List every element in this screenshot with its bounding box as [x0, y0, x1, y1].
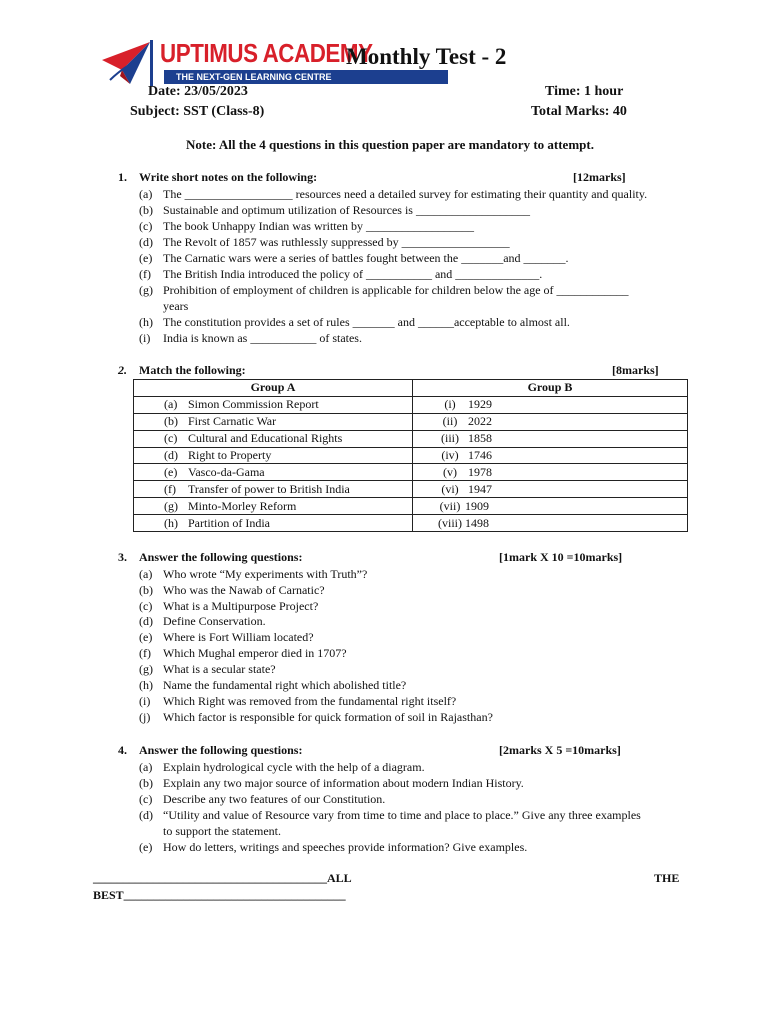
table-header-row — [134, 380, 688, 397]
table-row: (d) Right to Property (iv) 1746 — [134, 447, 688, 464]
list-item: (f) The British India introduced the policy of ___________ and ______________. — [139, 267, 543, 281]
q4-number: 4. — [118, 743, 127, 757]
q1-number: 1. — [118, 170, 127, 184]
list-item: (g) What is a secular state? — [139, 662, 276, 676]
table-row: (c) Cultural and Educational Rights (iii) 1858 — [134, 430, 688, 447]
paper-plane-logo-icon — [100, 40, 154, 86]
list-item: (e) Where is Fort William located? — [139, 630, 314, 644]
list-item: (j) Which factor is responsible for quick formation of soil in Rajasthan? — [139, 710, 493, 724]
list-item: (e) The Carnatic wars were a series of battles fought between the _______and _______. — [139, 251, 569, 265]
table-row: (f) Transfer of power to British India (vi) 1947 — [134, 481, 688, 498]
list-item: (i) India is known as ___________ of states. — [139, 331, 362, 345]
footer-line-left: _______________________________________ALL — [93, 871, 352, 885]
test-subject: Subject: SST (Class-8) — [130, 104, 265, 119]
footer-line-best: BEST_____________________________________ — [93, 888, 346, 902]
q4-title: Answer the following questions: — [139, 743, 303, 757]
q2-marks: [8marks] — [612, 363, 659, 377]
list-item: (c) Describe any two features of our Constitution. — [139, 792, 386, 806]
list-item: (b) Explain any two major source of information about modern Indian History. — [139, 776, 524, 790]
list-item: (i) Which Right was removed from the fundamental right itself? — [139, 694, 457, 708]
list-item: to support the statement. — [163, 824, 281, 838]
list-item: (d) The Revolt of 1857 was ruthlessly suppressed by __________________ — [139, 235, 510, 249]
list-item: (c) The book Unhappy Indian was written by __________________ — [139, 219, 474, 233]
list-item: (h) Name the fundamental right which abolished title? — [139, 678, 407, 692]
match-table — [133, 379, 688, 532]
total-marks: Total Marks: 40 — [531, 104, 627, 119]
list-item: (g) Prohibition of employment of children is applicable for children below the age of ____________ — [139, 283, 629, 297]
list-item: (a) The __________________ resources need a detailed survey for estimating their quantity and quality. — [139, 187, 648, 201]
test-title: Monthly Test - 2 — [346, 44, 507, 69]
list-item: (f) Which Mughal emperor died in 1707? — [139, 646, 347, 660]
footer-line-right: THE — [654, 871, 680, 885]
q4-marks: [2marks X 5 =10marks] — [499, 743, 621, 757]
q2-number: 2. — [118, 363, 127, 377]
academy-tagline: THE NEXT-GEN LEARNING CENTRE — [164, 70, 448, 84]
table-row: (a) Simon Commission Report (i) 1929 — [134, 396, 688, 413]
q1-title: Write short notes on the following: — [139, 170, 318, 184]
table-row: (e) Vasco-da-Gama (v) 1978 — [134, 464, 688, 481]
list-item: (d) Define Conservation. — [139, 614, 266, 628]
table-row: (g) Minto-Morley Reform (vii) 1909 — [134, 498, 688, 515]
column-header-group-b: Group B — [413, 380, 688, 397]
list-item: (b) Sustainable and optimum utilization of Resources is ___________________ — [139, 203, 530, 217]
column-header-group-a: Group A — [134, 380, 413, 397]
list-item: (h) The constitution provides a set of rules _______ and ______acceptable to almost all. — [139, 315, 570, 329]
q3-number: 3. — [118, 550, 127, 564]
q2-title: Match the following: — [139, 363, 246, 377]
list-item: (b) Who was the Nawab of Carnatic? — [139, 583, 325, 597]
list-item: (d) “Utility and value of Resource vary from time to time and place to place.” Give any three examples — [139, 808, 641, 822]
instruction-note: Note: All the 4 questions in this question paper are mandatory to attempt. — [186, 137, 594, 152]
list-item: (c) What is a Multipurpose Project? — [139, 599, 319, 613]
list-item: (e) How do letters, writings and speeches provide information? Give examples. — [139, 840, 528, 854]
table-row: (b) First Carnatic War (ii) 2022 — [134, 413, 688, 430]
table-row: (h) Partition of India (viii) 1498 — [134, 515, 688, 532]
list-item: years — [163, 299, 189, 313]
test-duration: Time: 1 hour — [545, 84, 624, 99]
list-item: (a) Explain hydrological cycle with the help of a diagram. — [139, 760, 425, 774]
academy-logo — [100, 38, 373, 86]
q1-marks: [12marks] — [573, 170, 626, 184]
q3-title: Answer the following questions: — [139, 550, 303, 564]
q3-marks: [1mark X 10 =10marks] — [499, 550, 623, 564]
academy-name: UPTIMUS ACADEMY — [160, 38, 373, 68]
list-item: (a) Who wrote “My experiments with Truth”? — [139, 567, 368, 581]
test-date: Date: 23/05/2023 — [148, 84, 248, 99]
